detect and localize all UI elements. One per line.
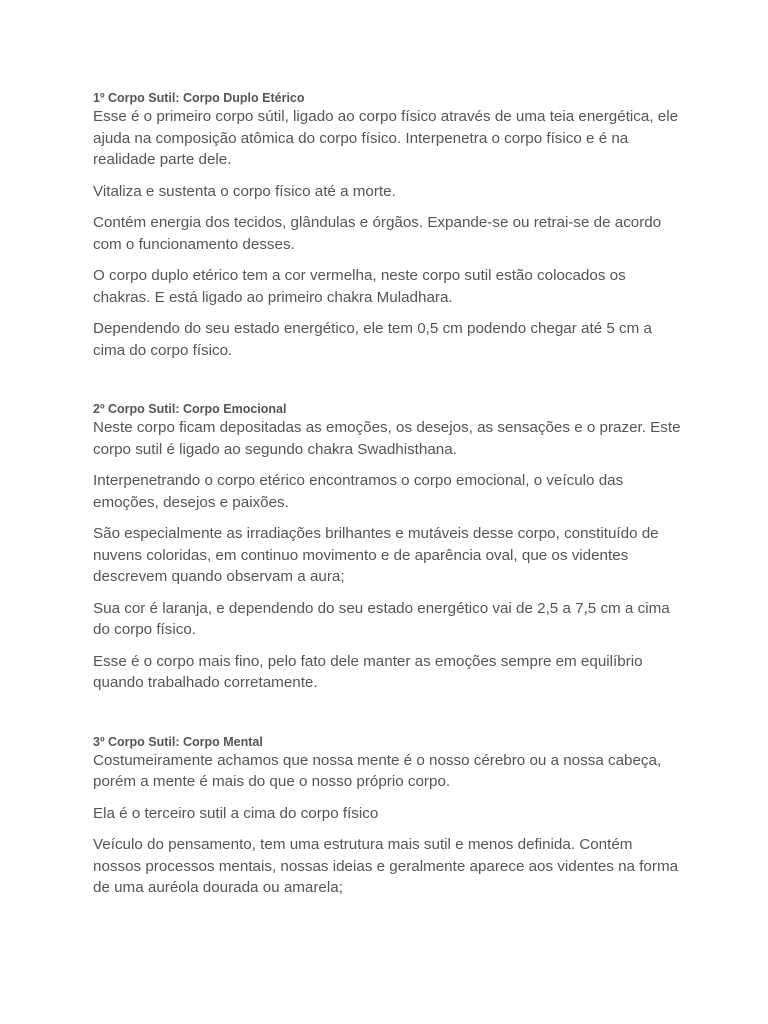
document-page xyxy=(93,90,683,899)
paragraph: Interpenetrando o corpo etérico encontramos o corpo emocional, o veículo das emoções, desejos e paixões. xyxy=(93,472,624,511)
paragraph: O corpo duplo etérico tem a cor vermelha, neste corpo sutil estão colocados os chakras. E está ligado ao primeiro chakra Muladhara. xyxy=(93,267,626,306)
section-heading: 2º Corpo Sutil: Corpo Emocional xyxy=(93,402,287,416)
section-heading: 3º Corpo Sutil: Corpo Mental xyxy=(93,734,263,749)
paragraph: Esse é o primeiro corpo sútil, ligado ao corpo físico através de uma teia energética, ele ajuda na composição atômica do corpo físico. Interpenetra o corpo físico e é na realidade parte dele. xyxy=(93,108,679,168)
paragraph: Dependendo do seu estado energético, ele tem 0,5 cm podendo chegar até 5 cm a cima do corpo físico. xyxy=(93,320,652,359)
section-emocional xyxy=(93,401,683,694)
paragraph: Neste corpo ficam depositadas as emoções, os desejos, as sensações e o prazer. Este corpo sutil é ligado ao segundo chakra Swadhisthana. xyxy=(93,419,681,458)
paragraph: Vitaliza e sustenta o corpo físico até a morte. xyxy=(93,182,396,200)
paragraph: Costumeiramente achamos que nossa mente é o nosso cérebro ou a nossa cabeça, porém a mente é mais do que o nosso próprio corpo. xyxy=(93,751,662,790)
section-heading: 1º Corpo Sutil: Corpo Duplo Etérico xyxy=(93,91,305,105)
paragraph: Esse é o corpo mais fino, pelo fato dele manter as emoções sempre em equilíbrio quando trabalhado corretamente. xyxy=(93,652,643,691)
paragraph: Sua cor é laranja, e dependendo do seu estado energético vai de 2,5 a 7,5 cm a cima do corpo físico. xyxy=(93,599,670,638)
section-mental xyxy=(93,734,683,899)
section-duplo-eterico xyxy=(93,90,683,361)
paragraph: Contém energia dos tecidos, glândulas e órgãos. Expande-se ou retrai-se de acordo com o funcionamento desses. xyxy=(93,214,662,253)
paragraph: Veículo do pensamento, tem uma estrutura mais sutil e menos definida. Contém nossos processos mentais, nossas ideias e geralmente aparece aos videntes na forma de uma auréola dourada ou amarela; xyxy=(93,836,679,896)
paragraph: São especialmente as irradiações brilhantes e mutáveis desse corpo, constituído de nuvens coloridas, em continuo movimento e de aparência oval, que os videntes descrevem quando observam a aura; xyxy=(93,525,659,585)
paragraph: Ela é o terceiro sutil a cima do corpo físico xyxy=(93,804,379,822)
